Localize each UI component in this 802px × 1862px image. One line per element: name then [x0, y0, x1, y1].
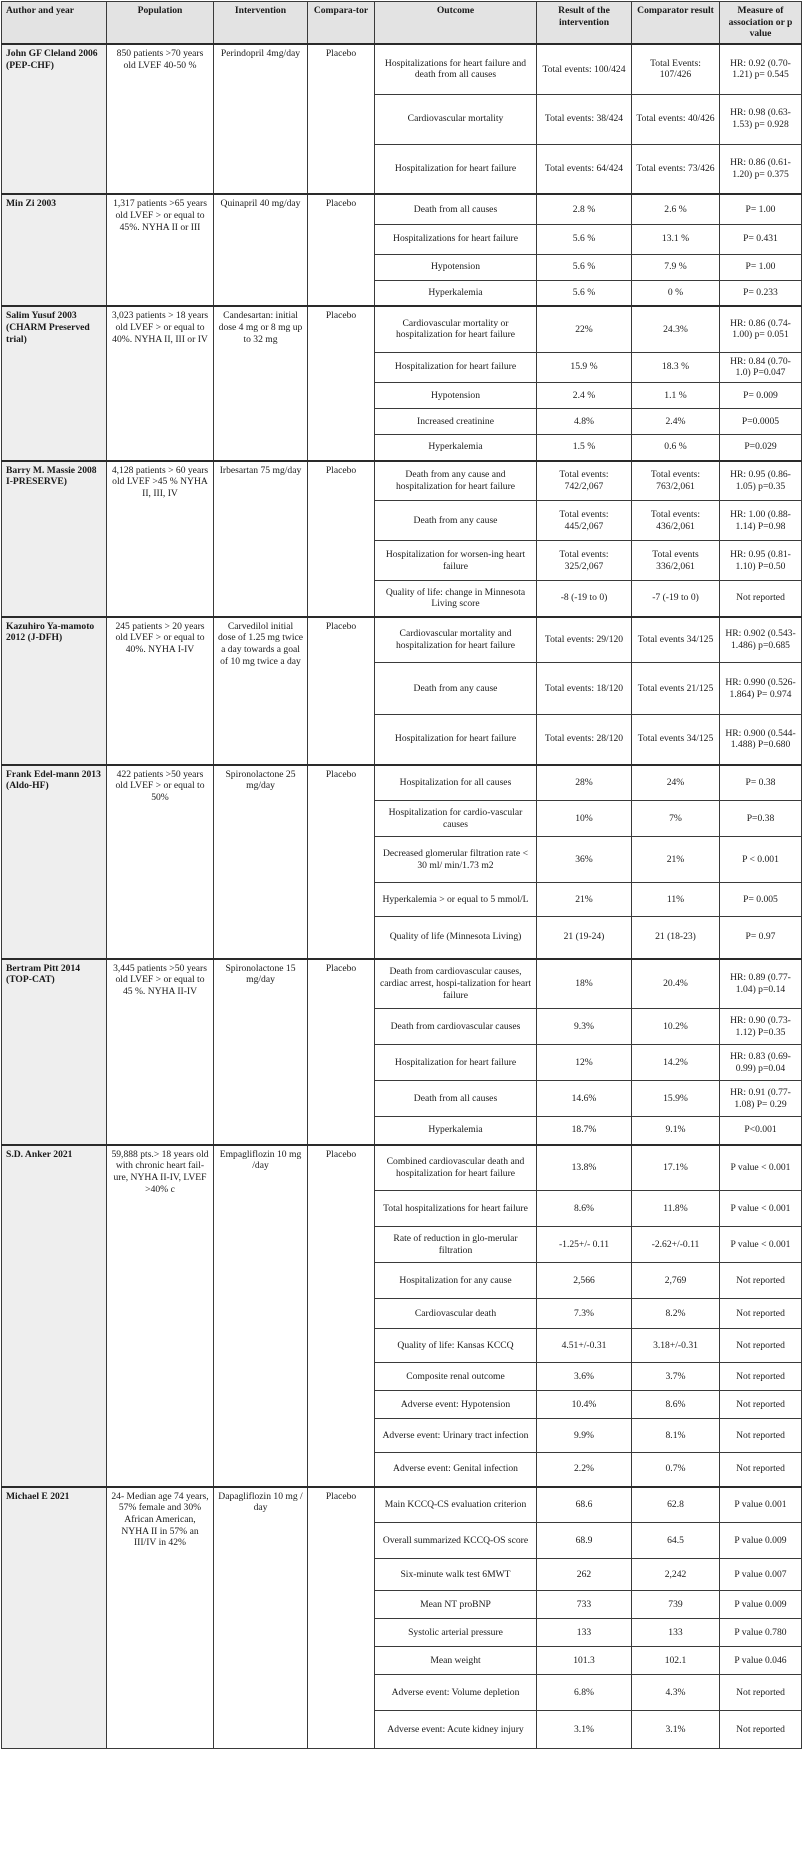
header-intervention: Intervention [214, 2, 308, 45]
outcome-cell: Death from any cause [375, 501, 537, 541]
outcome-cell: Systolic arterial pressure [375, 1619, 537, 1647]
result-cell: 4.8% [537, 409, 632, 435]
measure-cell: HR: 0.91 (0.77-1.08) P= 0.29 [720, 1081, 802, 1117]
measure-cell: P value < 0.001 [720, 1227, 802, 1263]
outcome-cell: Hospitalizations for heart failure [375, 224, 537, 254]
measure-cell: HR: 0.84 (0.70-1.0) P=0.047 [720, 352, 802, 382]
result-cell: Total events: 18/120 [537, 663, 632, 715]
result-cell: 36% [537, 837, 632, 883]
outcome-cell: Cardiovascular death [375, 1299, 537, 1329]
study-population: 24- Median age 74 years, 57% female and 30% African American, NYHA II in 57% an III/IV in 42% [107, 1487, 214, 1749]
result-cell: 8.6% [537, 1191, 632, 1227]
study-intervention: Spironolactone 15 mg/day [214, 959, 308, 1145]
outcome-cell: Death from all causes [375, 194, 537, 224]
outcome-cell: Adverse event: Volume depletion [375, 1675, 537, 1711]
outcome-cell: Death from cardiovascular causes, cardiac arrest, hospi-talization for heart failure [375, 959, 537, 1009]
study-population: 422 patients >50 years old LVEF > or equal to 50% [107, 765, 214, 959]
measure-cell: HR: 0.90 (0.73-1.12) P=0.35 [720, 1009, 802, 1045]
measure-cell: HR: 0.95 (0.81-1.10) P=0.50 [720, 541, 802, 581]
outcome-cell: Adverse event: Hypotension [375, 1391, 537, 1419]
comparator-result-cell: Total events 336/2,061 [632, 541, 720, 581]
result-cell: 5.6 % [537, 224, 632, 254]
study-comparator: Placebo [308, 959, 375, 1145]
outcome-cell: Overall summarized KCCQ-OS score [375, 1523, 537, 1559]
comparator-result-cell: Total Events: 107/426 [632, 44, 720, 94]
measure-cell: P= 0.97 [720, 917, 802, 959]
study-intervention: Spironolactone 25 mg/day [214, 765, 308, 959]
measure-cell: P=0.38 [720, 801, 802, 837]
outcome-cell: Hyperkalemia [375, 435, 537, 461]
study-intervention: Carvedilol initial dose of 1.25 mg twice a day towards a goal of 10 mg twice a day [214, 617, 308, 765]
measure-cell: Not reported [720, 1675, 802, 1711]
study-comparator: Placebo [308, 306, 375, 460]
results-table [1, 1, 802, 1749]
result-cell: 3.1% [537, 1711, 632, 1749]
result-cell: Total events: 445/2,067 [537, 501, 632, 541]
result-cell: -1.25+/- 0.11 [537, 1227, 632, 1263]
outcome-cell: Composite renal outcome [375, 1363, 537, 1391]
result-cell: 68.9 [537, 1523, 632, 1559]
comparator-result-cell: 3.1% [632, 1711, 720, 1749]
table-row [2, 959, 802, 1009]
measure-cell: P<0.001 [720, 1117, 802, 1145]
study-author: Kazuhiro Ya-mamoto 2012 (J-DFH) [2, 617, 107, 765]
measure-cell: P value 0.046 [720, 1647, 802, 1675]
result-cell: Total events: 28/120 [537, 715, 632, 765]
comparator-result-cell: 21% [632, 837, 720, 883]
comparator-result-cell: 18.3 % [632, 352, 720, 382]
study-comparator: Placebo [308, 461, 375, 617]
result-cell: 12% [537, 1045, 632, 1081]
result-cell: Total events: 38/424 [537, 94, 632, 144]
comparator-result-cell: Total events: 73/426 [632, 144, 720, 194]
outcome-cell: Hypotension [375, 383, 537, 409]
study-population: 245 patients > 20 years old LVEF > or equal to 40%. NYHA I-IV [107, 617, 214, 765]
header-outcome: Outcome [375, 2, 537, 45]
study-population: 1,317 patients >65 years old LVEF > or equal to 45%. NYHA II or III [107, 194, 214, 306]
measure-cell: Not reported [720, 1363, 802, 1391]
comparator-result-cell: 10.2% [632, 1009, 720, 1045]
result-cell: 2.8 % [537, 194, 632, 224]
outcome-cell: Hospitalization for heart failure [375, 1045, 537, 1081]
study-author: Frank Edel-mann 2013 (Aldo-HF) [2, 765, 107, 959]
outcome-cell: Death from cardiovascular causes [375, 1009, 537, 1045]
comparator-result-cell: 739 [632, 1591, 720, 1619]
result-cell: 4.51+/-0.31 [537, 1329, 632, 1363]
study-author: Salim Yusuf 2003 (CHARM Preserved trial) [2, 306, 107, 460]
result-cell: Total events: 100/424 [537, 44, 632, 94]
result-cell: 15.9 % [537, 352, 632, 382]
comparator-result-cell: 13.1 % [632, 224, 720, 254]
study-author: Michael E 2021 [2, 1487, 107, 1749]
measure-cell: P=0.029 [720, 435, 802, 461]
comparator-result-cell: 3.7% [632, 1363, 720, 1391]
comparator-result-cell: Total events: 436/2,061 [632, 501, 720, 541]
measure-cell: P= 1.00 [720, 194, 802, 224]
measure-cell: P=0.0005 [720, 409, 802, 435]
result-cell: 3.6% [537, 1363, 632, 1391]
outcome-cell: Mean weight [375, 1647, 537, 1675]
outcome-cell: Hyperkalemia [375, 280, 537, 306]
table-row [2, 461, 802, 501]
measure-cell: P value 0.001 [720, 1487, 802, 1523]
outcome-cell: Hospitalizations for heart failure and death from all causes [375, 44, 537, 94]
result-cell: 2,566 [537, 1263, 632, 1299]
measure-cell: P= 1.00 [720, 254, 802, 280]
study-author: Barry M. Massie 2008 I-PRESERVE) [2, 461, 107, 617]
result-cell: 2.4 % [537, 383, 632, 409]
result-cell: 21 (19-24) [537, 917, 632, 959]
result-cell: 10.4% [537, 1391, 632, 1419]
comparator-result-cell: 7.9 % [632, 254, 720, 280]
comparator-result-cell: Total events: 763/2,061 [632, 461, 720, 501]
result-cell: -8 (-19 to 0) [537, 581, 632, 617]
result-cell: 28% [537, 765, 632, 801]
header-comparator-result: Comparator result [632, 2, 720, 45]
measure-cell: HR: 0.902 (0.543-1.486) p=0.685 [720, 617, 802, 663]
comparator-result-cell: 133 [632, 1619, 720, 1647]
outcome-cell: Quality of life (Minnesota Living) [375, 917, 537, 959]
outcome-cell: Quality of life: change in Minnesota Living score [375, 581, 537, 617]
result-cell: 21% [537, 883, 632, 917]
study-population: 3,445 patients >50 years old LVEF > or equal to 45 %. NYHA II-IV [107, 959, 214, 1145]
comparator-result-cell: 2.6 % [632, 194, 720, 224]
result-cell: 10% [537, 801, 632, 837]
comparator-result-cell: Total events: 40/426 [632, 94, 720, 144]
measure-cell: HR: 0.83 (0.69-0.99) p=0.04 [720, 1045, 802, 1081]
comparator-result-cell: -7 (-19 to 0) [632, 581, 720, 617]
measure-cell: P value < 0.001 [720, 1145, 802, 1191]
outcome-cell: Cardiovascular mortality or hospitalization for heart failure [375, 306, 537, 352]
outcome-cell: Death from any cause [375, 663, 537, 715]
measure-cell: P value 0.007 [720, 1559, 802, 1591]
study-intervention: Perindopril 4mg/day [214, 44, 308, 194]
study-comparator: Placebo [308, 1487, 375, 1749]
comparator-result-cell: 11% [632, 883, 720, 917]
measure-cell: P= 0.005 [720, 883, 802, 917]
outcome-cell: Adverse event: Urinary tract infection [375, 1419, 537, 1453]
comparator-result-cell: 14.2% [632, 1045, 720, 1081]
result-cell: 22% [537, 306, 632, 352]
header-author: Author and year [2, 2, 107, 45]
result-cell: 13.8% [537, 1145, 632, 1191]
comparator-result-cell: 64.5 [632, 1523, 720, 1559]
comparator-result-cell: 17.1% [632, 1145, 720, 1191]
study-comparator: Placebo [308, 194, 375, 306]
table-row [2, 617, 802, 663]
comparator-result-cell: 20.4% [632, 959, 720, 1009]
comparator-result-cell: 24% [632, 765, 720, 801]
table-row [2, 194, 802, 224]
study-population: 59,888 pts.> 18 years old with chronic heart fail-ure, NYHA II-IV, LVEF >40% c [107, 1145, 214, 1487]
result-cell: 1.5 % [537, 435, 632, 461]
comparator-result-cell: 62.8 [632, 1487, 720, 1523]
outcome-cell: Hyperkalemia [375, 1117, 537, 1145]
outcome-cell: Hospitalization for all causes [375, 765, 537, 801]
result-cell: Total events: 29/120 [537, 617, 632, 663]
result-cell: 68.6 [537, 1487, 632, 1523]
table-row [2, 44, 802, 94]
comparator-result-cell: 0 % [632, 280, 720, 306]
result-cell: 6.8% [537, 1675, 632, 1711]
comparator-result-cell: 3.18+/-0.31 [632, 1329, 720, 1363]
result-cell: 2.2% [537, 1453, 632, 1487]
study-population: 850 patients >70 years old LVEF 40-50 % [107, 44, 214, 194]
measure-cell: Not reported [720, 581, 802, 617]
table-row [2, 1145, 802, 1191]
measure-cell: Not reported [720, 1711, 802, 1749]
header-comparator: Compara-tor [308, 2, 375, 45]
outcome-cell: Hospitalization for cardio-vascular causes [375, 801, 537, 837]
outcome-cell: Hospitalization for any cause [375, 1263, 537, 1299]
outcome-cell: Hyperkalemia > or equal to 5 mmol/L [375, 883, 537, 917]
measure-cell: HR: 0.92 (0.70-1.21) p= 0.545 [720, 44, 802, 94]
study-intervention: Empagliflozin 10 mg /day [214, 1145, 308, 1487]
measure-cell: HR: 0.86 (0.74-1.00) p= 0.051 [720, 306, 802, 352]
outcome-cell: Decreased glomerular filtration rate < 30 ml/ min/1.73 m2 [375, 837, 537, 883]
comparator-result-cell: 15.9% [632, 1081, 720, 1117]
study-author: Bertram Pitt 2014 (TOP-CAT) [2, 959, 107, 1145]
comparator-result-cell: 0.7% [632, 1453, 720, 1487]
comparator-result-cell: 1.1 % [632, 383, 720, 409]
study-comparator: Placebo [308, 44, 375, 194]
comparator-result-cell: 8.6% [632, 1391, 720, 1419]
result-cell: 9.9% [537, 1419, 632, 1453]
outcome-cell: Death from all causes [375, 1081, 537, 1117]
study-intervention: Irbesartan 75 mg/day [214, 461, 308, 617]
comparator-result-cell: 102.1 [632, 1647, 720, 1675]
measure-cell: Not reported [720, 1419, 802, 1453]
header-row [2, 2, 802, 45]
measure-cell: P value < 0.001 [720, 1191, 802, 1227]
measure-cell: P= 0.009 [720, 383, 802, 409]
table-row [2, 765, 802, 801]
outcome-cell: Rate of reduction in glo-merular filtration [375, 1227, 537, 1263]
measure-cell: P value 0.009 [720, 1591, 802, 1619]
result-cell: 733 [537, 1591, 632, 1619]
result-cell: 133 [537, 1619, 632, 1647]
measure-cell: Not reported [720, 1453, 802, 1487]
outcome-cell: Cardiovascular mortality and hospitalization for heart failure [375, 617, 537, 663]
comparator-result-cell: Total events 21/125 [632, 663, 720, 715]
outcome-cell: Combined cardiovascular death and hospitalization for heart failure [375, 1145, 537, 1191]
comparator-result-cell: 11.8% [632, 1191, 720, 1227]
table-body [2, 44, 802, 1748]
measure-cell: P= 0.431 [720, 224, 802, 254]
header-result: Result of the intervention [537, 2, 632, 45]
measure-cell: Not reported [720, 1299, 802, 1329]
study-intervention: Candesartan: initial dose 4 mg or 8 mg up to 32 mg [214, 306, 308, 460]
comparator-result-cell: 9.1% [632, 1117, 720, 1145]
measure-cell: Not reported [720, 1391, 802, 1419]
comparator-result-cell: 7% [632, 801, 720, 837]
comparator-result-cell: 0.6 % [632, 435, 720, 461]
comparator-result-cell: -2.62+/-0.11 [632, 1227, 720, 1263]
outcome-cell: Quality of life: Kansas KCCQ [375, 1329, 537, 1363]
result-cell: Total events: 325/2,067 [537, 541, 632, 581]
study-author: John GF Cleland 2006 (PEP-CHF) [2, 44, 107, 194]
measure-cell: P= 0.233 [720, 280, 802, 306]
measure-cell: P value 0.009 [720, 1523, 802, 1559]
comparator-result-cell: Total events 34/125 [632, 617, 720, 663]
measure-cell: P= 0.38 [720, 765, 802, 801]
result-cell: 101.3 [537, 1647, 632, 1675]
study-comparator: Placebo [308, 1145, 375, 1487]
outcome-cell: Increased creatinine [375, 409, 537, 435]
study-population: 3,023 patients > 18 years old LVEF > or equal to 40%. NYHA II, III or IV [107, 306, 214, 460]
outcome-cell: Total hospitalizations for heart failure [375, 1191, 537, 1227]
result-cell: 18.7% [537, 1117, 632, 1145]
comparator-result-cell: 8.1% [632, 1419, 720, 1453]
comparator-result-cell: 4.3% [632, 1675, 720, 1711]
measure-cell: P value 0.780 [720, 1619, 802, 1647]
measure-cell: Not reported [720, 1329, 802, 1363]
study-population: 4,128 patients > 60 years old LVEF >45 % NYHA II, III, IV [107, 461, 214, 617]
outcome-cell: Main KCCQ-CS evaluation criterion [375, 1487, 537, 1523]
study-author: Min Zi 2003 [2, 194, 107, 306]
outcome-cell: Six-minute walk test 6MWT [375, 1559, 537, 1591]
study-intervention: Quinapril 40 mg/day [214, 194, 308, 306]
study-intervention: Dapagliflozin 10 mg / day [214, 1487, 308, 1749]
measure-cell: HR: 0.95 (0.86-1.05) p=0.35 [720, 461, 802, 501]
measure-cell: HR: 0.990 (0.526-1.864) P= 0.974 [720, 663, 802, 715]
outcome-cell: Hypotension [375, 254, 537, 280]
comparator-result-cell: 24.3% [632, 306, 720, 352]
result-cell: 14.6% [537, 1081, 632, 1117]
table-row [2, 1487, 802, 1523]
result-cell: 262 [537, 1559, 632, 1591]
outcome-cell: Hospitalization for heart failure [375, 144, 537, 194]
measure-cell: HR: 0.98 (0.63-1.53) p= 0.928 [720, 94, 802, 144]
measure-cell: HR: 0.89 (0.77-1.04) p=0.14 [720, 959, 802, 1009]
comparator-result-cell: 8.2% [632, 1299, 720, 1329]
table-row [2, 306, 802, 352]
result-cell: Total events: 64/424 [537, 144, 632, 194]
comparator-result-cell: 2,769 [632, 1263, 720, 1299]
outcome-cell: Adverse event: Acute kidney injury [375, 1711, 537, 1749]
study-comparator: Placebo [308, 765, 375, 959]
study-comparator: Placebo [308, 617, 375, 765]
measure-cell: HR: 0.86 (0.61-1.20) p= 0.375 [720, 144, 802, 194]
header-population: Population [107, 2, 214, 45]
result-cell: 5.6 % [537, 280, 632, 306]
outcome-cell: Hospitalization for heart failure [375, 715, 537, 765]
outcome-cell: Cardiovascular mortality [375, 94, 537, 144]
result-cell: 5.6 % [537, 254, 632, 280]
comparator-result-cell: Total events 34/125 [632, 715, 720, 765]
result-cell: Total events: 742/2,067 [537, 461, 632, 501]
header-measure: Measure of association or p value [720, 2, 802, 45]
comparator-result-cell: 2,242 [632, 1559, 720, 1591]
measure-cell: HR: 1.00 (0.88-1.14) P=0.98 [720, 501, 802, 541]
comparator-result-cell: 2.4% [632, 409, 720, 435]
outcome-cell: Death from any cause and hospitalization for heart failure [375, 461, 537, 501]
result-cell: 9.3% [537, 1009, 632, 1045]
result-cell: 18% [537, 959, 632, 1009]
comparator-result-cell: 21 (18-23) [632, 917, 720, 959]
outcome-cell: Hospitalization for worsen-ing heart failure [375, 541, 537, 581]
result-cell: 7.3% [537, 1299, 632, 1329]
outcome-cell: Mean NT proBNP [375, 1591, 537, 1619]
outcome-cell: Hospitalization for heart failure [375, 352, 537, 382]
measure-cell: Not reported [720, 1263, 802, 1299]
measure-cell: P < 0.001 [720, 837, 802, 883]
measure-cell: HR: 0.900 (0.544-1.488) P=0.680 [720, 715, 802, 765]
outcome-cell: Adverse event: Genital infection [375, 1453, 537, 1487]
study-author: S.D. Anker 2021 [2, 1145, 107, 1487]
